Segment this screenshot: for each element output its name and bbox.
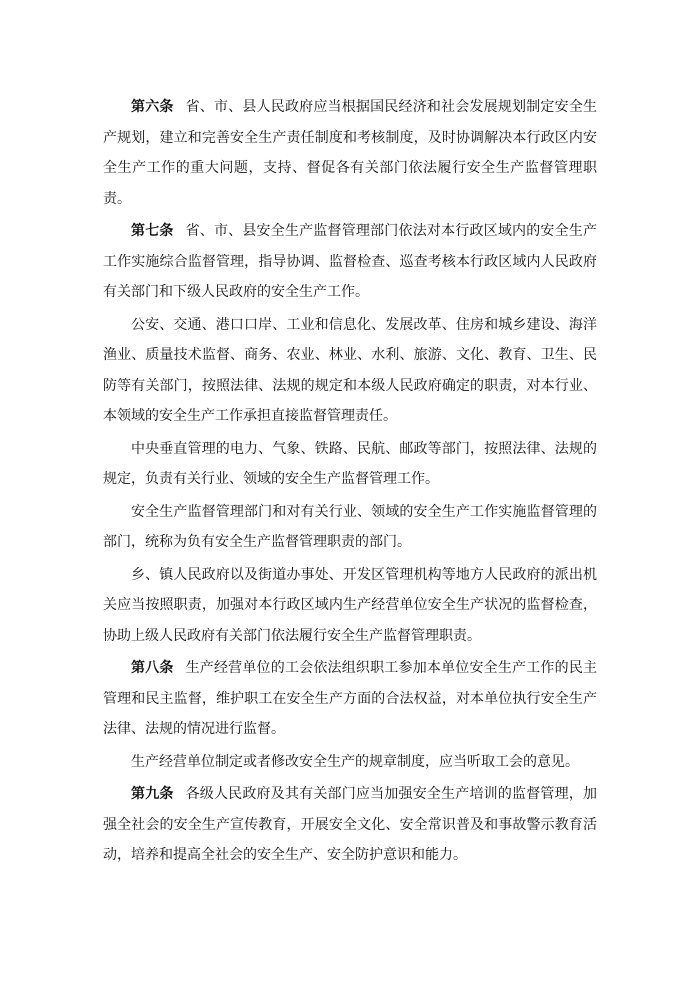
paragraph-article-8 [103,653,597,745]
paragraph [103,434,597,495]
paragraph-text: 各级人民政府及其有关部门应当加强安全生产培训的监督管理，加强全社会的安全生产宣传教育，开展安全文化、安全常识普及和事故警示教育活动，培养和提高全社会的安全生产、安全防护意识和能力。 [103,786,598,863]
paragraph [103,747,597,778]
article-number: 第七条 [131,223,174,239]
paragraph [103,497,597,558]
paragraph-text: 乡、镇人民政府以及街道办事处、开发区管理机构等地方人民政府的派出机关应当按照职责，加强对本行政区域内生产经营单位安全生产状况的监督检查，协助上级人民政府有关部门依法履行安全生产监督管理职责。 [103,566,597,644]
paragraph-text: 安全生产监督管理部门和对有关行业、领域的安全生产工作实施监督管理的部门，统称为负有安全生产监督管理职责的部门。 [103,503,597,550]
paragraph [103,310,597,432]
paragraph [103,560,597,652]
paragraph-article-7 [103,216,597,308]
paragraph-text: 生产经营单位制定或者修改安全生产的规章制度，应当听取工会的意见。 [131,753,579,770]
paragraph-text: 省、市、县安全生产监督管理部门依法对本行政区域内的安全生产工作实施综合监督管理，指导协调、监督检查、巡查考核本行政区域内人民政府有关部门和下级人民政府的安全生产工作。 [103,223,598,300]
paragraph-text: 省、市、县人民政府应当根据国民经济和社会发展规划制定安全生产规划，建立和完善安全生产责任制度和考核制度，及时协调解决本行政区内安全生产工作的重大问题，支持、督促各有关部门依法履行安全生产监督管理职责。 [103,99,598,207]
article-number: 第九条 [131,786,174,802]
paragraph-article-9 [103,779,597,871]
paragraph-text: 公安、交通、港口口岸、工业和信息化、发展改革、住房和城乡建设、海洋渔业、质量技术监督、商务、农业、林业、水利、旅游、文化、教育、卫生、民防等有关部门，按照法律、法规的规定和本级人民政府确定的职责，对本行业、本领域的安全生产工作承担直接监督管理责任。 [103,316,597,424]
article-number: 第八条 [131,660,174,676]
document-page [103,92,597,873]
paragraph-text: 生产经营单位的工会依法组织职工参加本单位安全生产工作的民主管理和民主监督，维护职工在安全生产方面的合法权益，对本单位执行安全生产法律、法规的情况进行监督。 [103,660,598,737]
paragraph-text: 中央垂直管理的电力、气象、铁路、民航、邮政等部门，按照法律、法规的规定，负责有关行业、领域的安全生产监督管理工作。 [103,440,597,487]
paragraph-article-6 [103,92,597,214]
article-number: 第六条 [131,99,174,115]
